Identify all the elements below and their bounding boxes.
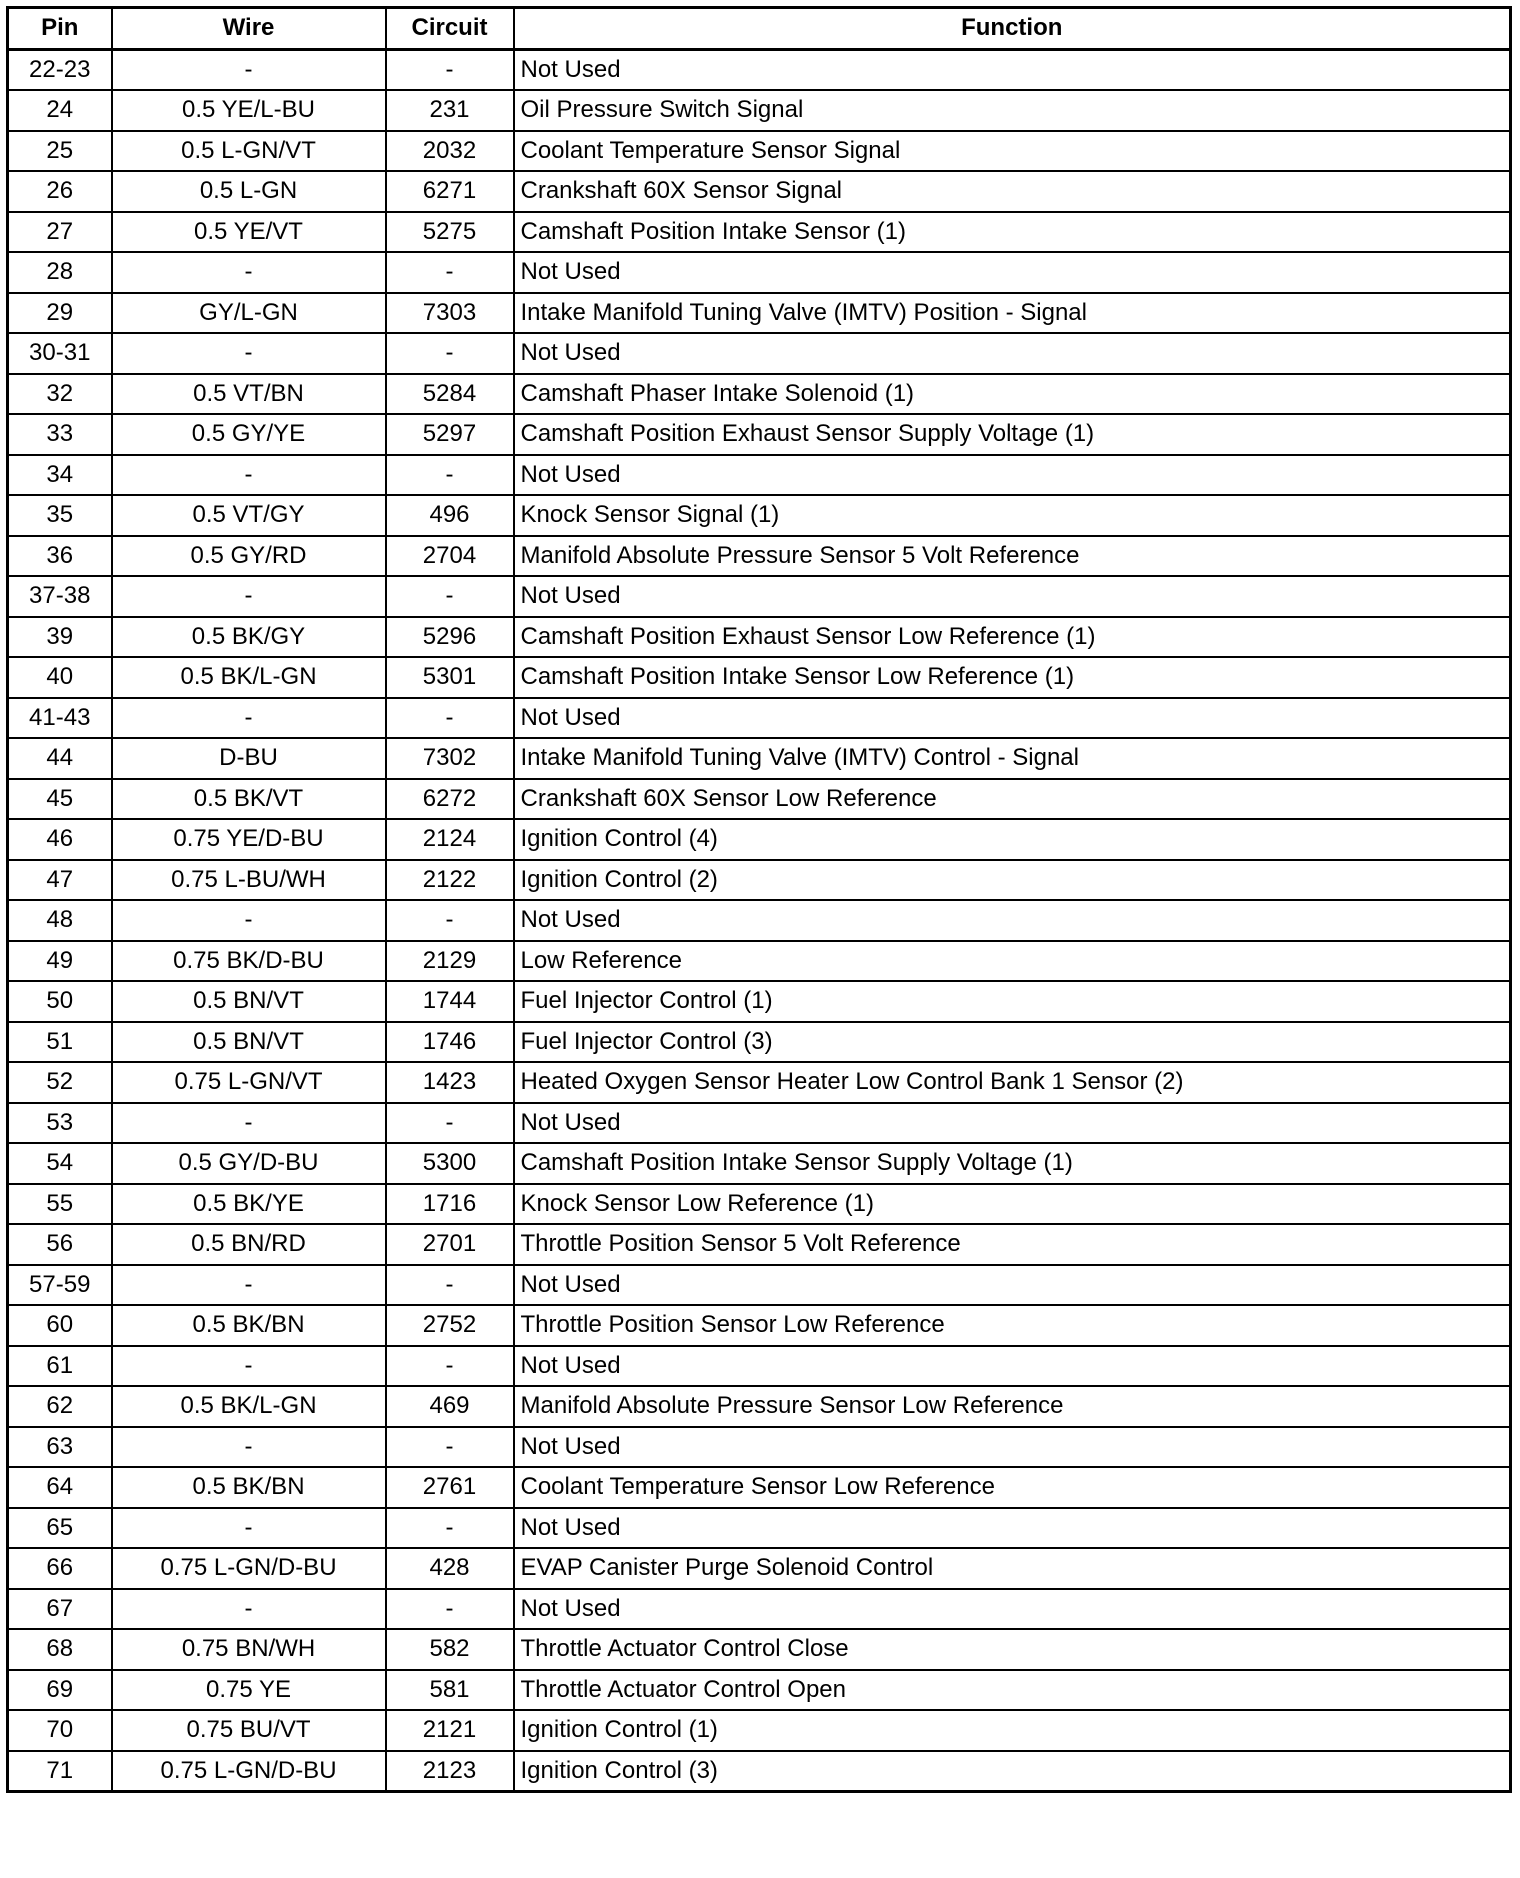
circuit-cell: 2761 bbox=[386, 1467, 514, 1508]
circuit-cell: 2701 bbox=[386, 1224, 514, 1265]
pin-cell: 66 bbox=[8, 1548, 112, 1589]
table-row bbox=[8, 981, 1511, 1022]
circuit-cell: 428 bbox=[386, 1548, 514, 1589]
function-cell: Throttle Position Sensor Low Reference bbox=[514, 1305, 1511, 1346]
pin-cell: 22-23 bbox=[8, 49, 112, 90]
wire-cell: 0.5 BK/BN bbox=[112, 1305, 386, 1346]
circuit-cell: - bbox=[386, 1427, 514, 1468]
function-cell: Camshaft Phaser Intake Solenoid (1) bbox=[514, 374, 1511, 415]
circuit-cell: 582 bbox=[386, 1629, 514, 1670]
circuit-cell: 1746 bbox=[386, 1022, 514, 1063]
header-function: Function bbox=[514, 8, 1511, 50]
function-cell: Not Used bbox=[514, 576, 1511, 617]
wire-cell: 0.75 BK/D-BU bbox=[112, 941, 386, 982]
function-cell: Not Used bbox=[514, 1103, 1511, 1144]
wire-cell: - bbox=[112, 333, 386, 374]
pin-cell: 32 bbox=[8, 374, 112, 415]
table-row bbox=[8, 657, 1511, 698]
pin-cell: 30-31 bbox=[8, 333, 112, 374]
wire-cell: - bbox=[112, 1346, 386, 1387]
function-cell: Not Used bbox=[514, 455, 1511, 496]
function-cell: Intake Manifold Tuning Valve (IMTV) Position - Signal bbox=[514, 293, 1511, 334]
pin-cell: 47 bbox=[8, 860, 112, 901]
table-row bbox=[8, 333, 1511, 374]
function-cell: Not Used bbox=[514, 698, 1511, 739]
wire-cell: 0.5 VT/BN bbox=[112, 374, 386, 415]
table-row bbox=[8, 1346, 1511, 1387]
wire-cell: - bbox=[112, 1589, 386, 1630]
table-row bbox=[8, 49, 1511, 90]
wire-cell: - bbox=[112, 1427, 386, 1468]
table-row bbox=[8, 860, 1511, 901]
table-header-row bbox=[8, 8, 1511, 50]
wire-cell: 0.5 YE/VT bbox=[112, 212, 386, 253]
wire-cell: 0.75 L-GN/D-BU bbox=[112, 1751, 386, 1792]
pin-cell: 49 bbox=[8, 941, 112, 982]
pinout-table-body bbox=[8, 49, 1511, 1792]
circuit-cell: - bbox=[386, 900, 514, 941]
pin-cell: 70 bbox=[8, 1710, 112, 1751]
circuit-cell: 7303 bbox=[386, 293, 514, 334]
wire-cell: 0.5 VT/GY bbox=[112, 495, 386, 536]
pin-cell: 36 bbox=[8, 536, 112, 577]
table-row bbox=[8, 252, 1511, 293]
wire-cell: 0.75 L-GN/VT bbox=[112, 1062, 386, 1103]
function-cell: Coolant Temperature Sensor Signal bbox=[514, 131, 1511, 172]
wire-cell: - bbox=[112, 900, 386, 941]
wire-cell: 0.5 BN/VT bbox=[112, 1022, 386, 1063]
function-cell: Ignition Control (3) bbox=[514, 1751, 1511, 1792]
function-cell: Knock Sensor Signal (1) bbox=[514, 495, 1511, 536]
pin-cell: 69 bbox=[8, 1670, 112, 1711]
pin-cell: 65 bbox=[8, 1508, 112, 1549]
function-cell: Not Used bbox=[514, 1346, 1511, 1387]
table-row bbox=[8, 1508, 1511, 1549]
wire-cell: - bbox=[112, 455, 386, 496]
table-row bbox=[8, 293, 1511, 334]
circuit-cell: 469 bbox=[386, 1386, 514, 1427]
pin-cell: 33 bbox=[8, 414, 112, 455]
circuit-cell: 496 bbox=[386, 495, 514, 536]
function-cell: Not Used bbox=[514, 333, 1511, 374]
pin-cell: 62 bbox=[8, 1386, 112, 1427]
circuit-cell: 2704 bbox=[386, 536, 514, 577]
function-cell: Not Used bbox=[514, 900, 1511, 941]
function-cell: Throttle Actuator Control Open bbox=[514, 1670, 1511, 1711]
circuit-cell: 231 bbox=[386, 90, 514, 131]
function-cell: Not Used bbox=[514, 252, 1511, 293]
function-cell: Not Used bbox=[514, 1508, 1511, 1549]
function-cell: Knock Sensor Low Reference (1) bbox=[514, 1184, 1511, 1225]
function-cell: EVAP Canister Purge Solenoid Control bbox=[514, 1548, 1511, 1589]
wire-cell: 0.75 YE/D-BU bbox=[112, 819, 386, 860]
table-row bbox=[8, 171, 1511, 212]
pin-cell: 40 bbox=[8, 657, 112, 698]
function-cell: Crankshaft 60X Sensor Low Reference bbox=[514, 779, 1511, 820]
table-row bbox=[8, 1143, 1511, 1184]
function-cell: Low Reference bbox=[514, 941, 1511, 982]
circuit-cell: 2121 bbox=[386, 1710, 514, 1751]
pin-cell: 45 bbox=[8, 779, 112, 820]
function-cell: Ignition Control (4) bbox=[514, 819, 1511, 860]
table-row bbox=[8, 212, 1511, 253]
header-wire: Wire bbox=[112, 8, 386, 50]
circuit-cell: 5284 bbox=[386, 374, 514, 415]
circuit-cell: 6272 bbox=[386, 779, 514, 820]
table-row bbox=[8, 1467, 1511, 1508]
pin-cell: 55 bbox=[8, 1184, 112, 1225]
pin-cell: 24 bbox=[8, 90, 112, 131]
circuit-cell: - bbox=[386, 698, 514, 739]
function-cell: Fuel Injector Control (3) bbox=[514, 1022, 1511, 1063]
wire-cell: 0.5 BK/L-GN bbox=[112, 657, 386, 698]
table-row bbox=[8, 1670, 1511, 1711]
wire-cell: 0.5 YE/L-BU bbox=[112, 90, 386, 131]
table-row bbox=[8, 1103, 1511, 1144]
function-cell: Not Used bbox=[514, 1589, 1511, 1630]
wire-cell: 0.5 BK/L-GN bbox=[112, 1386, 386, 1427]
pinout-table bbox=[6, 6, 1512, 1793]
wire-cell: 0.5 L-GN bbox=[112, 171, 386, 212]
table-row bbox=[8, 1548, 1511, 1589]
table-row bbox=[8, 1224, 1511, 1265]
function-cell: Ignition Control (2) bbox=[514, 860, 1511, 901]
pin-cell: 29 bbox=[8, 293, 112, 334]
function-cell: Fuel Injector Control (1) bbox=[514, 981, 1511, 1022]
circuit-cell: - bbox=[386, 1265, 514, 1306]
function-cell: Camshaft Position Intake Sensor Low Reference (1) bbox=[514, 657, 1511, 698]
circuit-cell: 6271 bbox=[386, 171, 514, 212]
wire-cell: - bbox=[112, 252, 386, 293]
pin-cell: 44 bbox=[8, 738, 112, 779]
pin-cell: 41-43 bbox=[8, 698, 112, 739]
pin-cell: 48 bbox=[8, 900, 112, 941]
pin-cell: 26 bbox=[8, 171, 112, 212]
circuit-cell: 2123 bbox=[386, 1751, 514, 1792]
circuit-cell: 5296 bbox=[386, 617, 514, 658]
pin-cell: 71 bbox=[8, 1751, 112, 1792]
table-row bbox=[8, 374, 1511, 415]
table-row bbox=[8, 819, 1511, 860]
circuit-cell: 2032 bbox=[386, 131, 514, 172]
table-row bbox=[8, 698, 1511, 739]
circuit-cell: - bbox=[386, 1103, 514, 1144]
table-row bbox=[8, 1184, 1511, 1225]
wire-cell: D-BU bbox=[112, 738, 386, 779]
table-row bbox=[8, 1589, 1511, 1630]
wire-cell: 0.75 L-GN/D-BU bbox=[112, 1548, 386, 1589]
function-cell: Throttle Actuator Control Close bbox=[514, 1629, 1511, 1670]
circuit-cell: 5300 bbox=[386, 1143, 514, 1184]
circuit-cell: 7302 bbox=[386, 738, 514, 779]
pin-cell: 51 bbox=[8, 1022, 112, 1063]
circuit-cell: 1716 bbox=[386, 1184, 514, 1225]
table-row bbox=[8, 414, 1511, 455]
function-cell: Oil Pressure Switch Signal bbox=[514, 90, 1511, 131]
wire-cell: - bbox=[112, 576, 386, 617]
circuit-cell: 5297 bbox=[386, 414, 514, 455]
table-row bbox=[8, 779, 1511, 820]
function-cell: Intake Manifold Tuning Valve (IMTV) Control - Signal bbox=[514, 738, 1511, 779]
pin-cell: 54 bbox=[8, 1143, 112, 1184]
function-cell: Manifold Absolute Pressure Sensor 5 Volt Reference bbox=[514, 536, 1511, 577]
wire-cell: 0.75 YE bbox=[112, 1670, 386, 1711]
function-cell: Heated Oxygen Sensor Heater Low Control Bank 1 Sensor (2) bbox=[514, 1062, 1511, 1103]
wire-cell: 0.5 BN/VT bbox=[112, 981, 386, 1022]
pin-cell: 53 bbox=[8, 1103, 112, 1144]
wire-cell: 0.75 BN/WH bbox=[112, 1629, 386, 1670]
function-cell: Camshaft Position Intake Sensor Supply Voltage (1) bbox=[514, 1143, 1511, 1184]
table-row bbox=[8, 576, 1511, 617]
circuit-cell: - bbox=[386, 1508, 514, 1549]
table-row bbox=[8, 495, 1511, 536]
wire-cell: 0.75 BU/VT bbox=[112, 1710, 386, 1751]
header-circuit: Circuit bbox=[386, 8, 514, 50]
wire-cell: 0.5 GY/D-BU bbox=[112, 1143, 386, 1184]
pin-cell: 25 bbox=[8, 131, 112, 172]
function-cell: Manifold Absolute Pressure Sensor Low Reference bbox=[514, 1386, 1511, 1427]
pin-cell: 28 bbox=[8, 252, 112, 293]
table-row bbox=[8, 738, 1511, 779]
circuit-cell: 2752 bbox=[386, 1305, 514, 1346]
function-cell: Camshaft Position Exhaust Sensor Low Reference (1) bbox=[514, 617, 1511, 658]
wire-cell: - bbox=[112, 1265, 386, 1306]
table-row bbox=[8, 941, 1511, 982]
table-row bbox=[8, 131, 1511, 172]
function-cell: Camshaft Position Intake Sensor (1) bbox=[514, 212, 1511, 253]
connector-pinout-sheet bbox=[6, 6, 1509, 1793]
pin-cell: 34 bbox=[8, 455, 112, 496]
pin-cell: 63 bbox=[8, 1427, 112, 1468]
function-cell: Not Used bbox=[514, 1265, 1511, 1306]
circuit-cell: 581 bbox=[386, 1670, 514, 1711]
table-row bbox=[8, 455, 1511, 496]
pin-cell: 35 bbox=[8, 495, 112, 536]
pin-cell: 64 bbox=[8, 1467, 112, 1508]
table-row bbox=[8, 90, 1511, 131]
function-cell: Throttle Position Sensor 5 Volt Reference bbox=[514, 1224, 1511, 1265]
pin-cell: 57-59 bbox=[8, 1265, 112, 1306]
table-row bbox=[8, 1386, 1511, 1427]
table-row bbox=[8, 1022, 1511, 1063]
circuit-cell: 1744 bbox=[386, 981, 514, 1022]
circuit-cell: - bbox=[386, 49, 514, 90]
wire-cell: 0.5 L-GN/VT bbox=[112, 131, 386, 172]
table-row bbox=[8, 900, 1511, 941]
table-row bbox=[8, 1062, 1511, 1103]
function-cell: Not Used bbox=[514, 49, 1511, 90]
circuit-cell: - bbox=[386, 576, 514, 617]
table-row bbox=[8, 617, 1511, 658]
wire-cell: 0.75 L-BU/WH bbox=[112, 860, 386, 901]
circuit-cell: - bbox=[386, 252, 514, 293]
table-row bbox=[8, 1265, 1511, 1306]
function-cell: Not Used bbox=[514, 1427, 1511, 1468]
pin-cell: 67 bbox=[8, 1589, 112, 1630]
wire-cell: 0.5 BK/BN bbox=[112, 1467, 386, 1508]
wire-cell: 0.5 BK/VT bbox=[112, 779, 386, 820]
pin-cell: 37-38 bbox=[8, 576, 112, 617]
table-row bbox=[8, 1305, 1511, 1346]
circuit-cell: 2124 bbox=[386, 819, 514, 860]
table-row bbox=[8, 1427, 1511, 1468]
pin-cell: 61 bbox=[8, 1346, 112, 1387]
function-cell: Coolant Temperature Sensor Low Reference bbox=[514, 1467, 1511, 1508]
function-cell: Ignition Control (1) bbox=[514, 1710, 1511, 1751]
pin-cell: 27 bbox=[8, 212, 112, 253]
table-row bbox=[8, 536, 1511, 577]
wire-cell: 0.5 BK/YE bbox=[112, 1184, 386, 1225]
pin-cell: 68 bbox=[8, 1629, 112, 1670]
pin-cell: 50 bbox=[8, 981, 112, 1022]
pin-cell: 60 bbox=[8, 1305, 112, 1346]
table-row bbox=[8, 1710, 1511, 1751]
wire-cell: - bbox=[112, 1508, 386, 1549]
pin-cell: 39 bbox=[8, 617, 112, 658]
circuit-cell: - bbox=[386, 455, 514, 496]
wire-cell: GY/L-GN bbox=[112, 293, 386, 334]
circuit-cell: - bbox=[386, 1346, 514, 1387]
circuit-cell: - bbox=[386, 1589, 514, 1630]
pin-cell: 52 bbox=[8, 1062, 112, 1103]
header-pin: Pin bbox=[8, 8, 112, 50]
circuit-cell: 5301 bbox=[386, 657, 514, 698]
wire-cell: - bbox=[112, 49, 386, 90]
circuit-cell: 2122 bbox=[386, 860, 514, 901]
circuit-cell: 5275 bbox=[386, 212, 514, 253]
function-cell: Camshaft Position Exhaust Sensor Supply Voltage (1) bbox=[514, 414, 1511, 455]
circuit-cell: 1423 bbox=[386, 1062, 514, 1103]
wire-cell: 0.5 BK/GY bbox=[112, 617, 386, 658]
wire-cell: - bbox=[112, 698, 386, 739]
table-row bbox=[8, 1629, 1511, 1670]
wire-cell: 0.5 GY/YE bbox=[112, 414, 386, 455]
wire-cell: 0.5 BN/RD bbox=[112, 1224, 386, 1265]
pin-cell: 46 bbox=[8, 819, 112, 860]
wire-cell: - bbox=[112, 1103, 386, 1144]
circuit-cell: - bbox=[386, 333, 514, 374]
function-cell: Crankshaft 60X Sensor Signal bbox=[514, 171, 1511, 212]
table-row bbox=[8, 1751, 1511, 1792]
wire-cell: 0.5 GY/RD bbox=[112, 536, 386, 577]
circuit-cell: 2129 bbox=[386, 941, 514, 982]
pin-cell: 56 bbox=[8, 1224, 112, 1265]
